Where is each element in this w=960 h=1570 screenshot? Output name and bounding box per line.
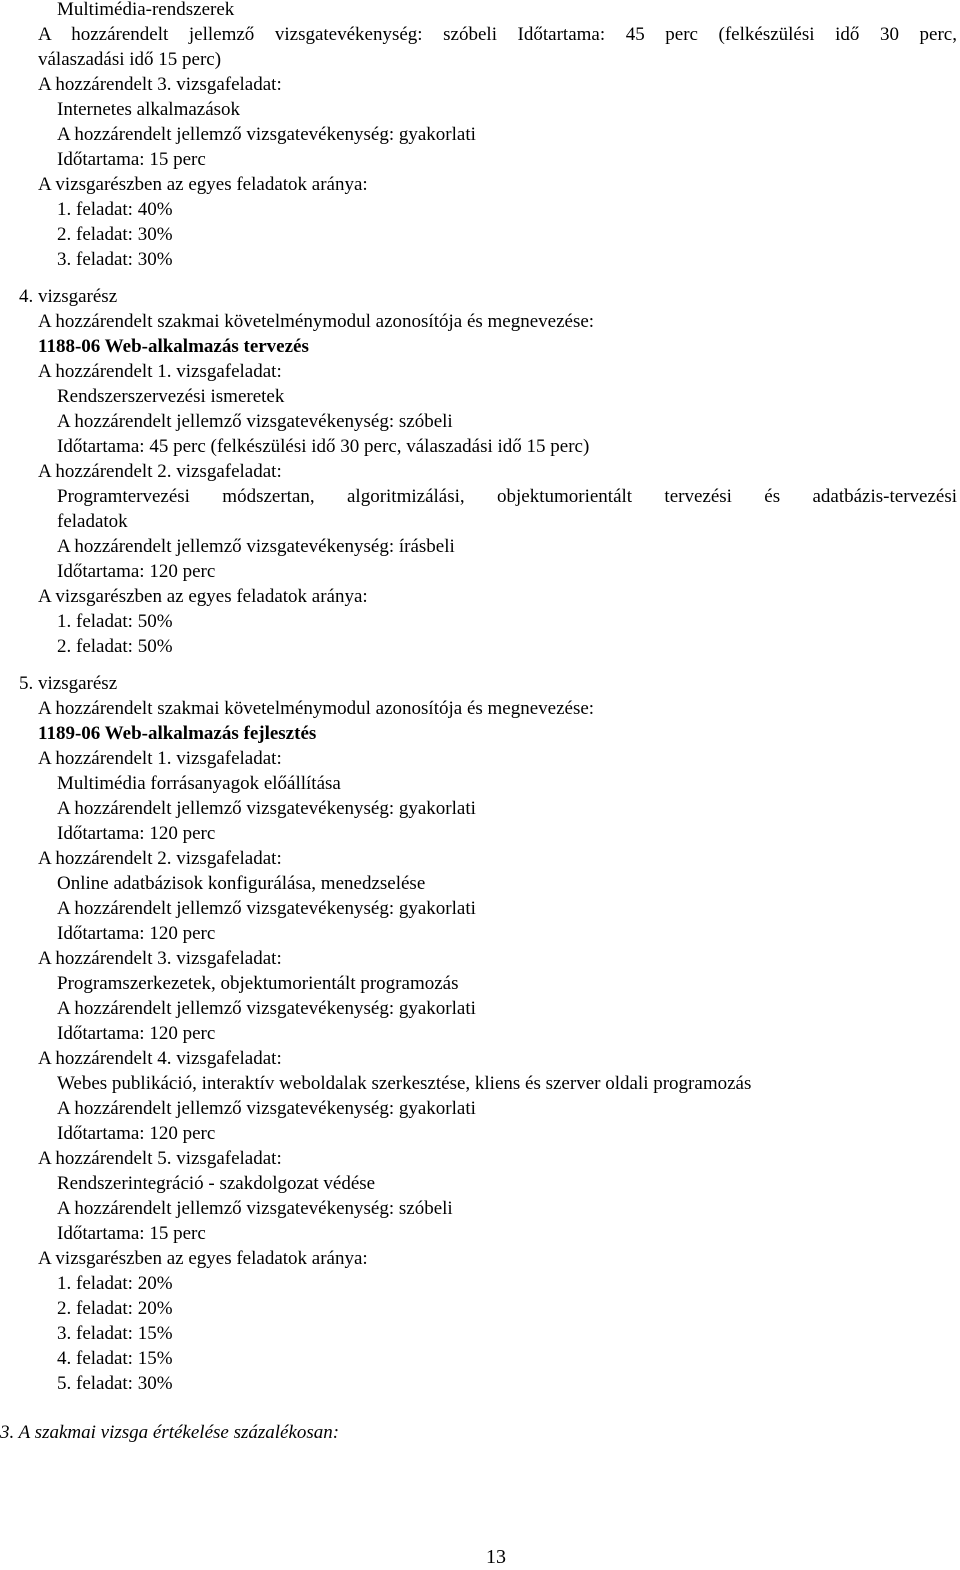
- exam-activity-line-cont: válaszadási idő 15 perc): [38, 49, 222, 70]
- task-activity: A hozzárendelt jellemző vizsgatevékenység: gyakorlati: [57, 798, 476, 819]
- ratio-item: 2. feladat: 50%: [57, 636, 173, 657]
- ratio-item: 2. feladat: 20%: [57, 1298, 173, 1319]
- task-duration: Időtartama: 45 perc (felkészülési idő 30 perc, válaszadási idő 15 perc): [57, 436, 590, 457]
- ratio-item: 1. feladat: 40%: [57, 199, 173, 220]
- task-heading: A hozzárendelt 3. vizsgafeladat:: [38, 74, 282, 95]
- ratio-item: 1. feladat: 50%: [57, 611, 173, 632]
- task-name: Online adatbázisok konfigurálása, menedzselése: [57, 873, 426, 894]
- task-name: Programszerkezetek, objektumorientált programozás: [57, 973, 459, 994]
- ratio-item: 1. feladat: 20%: [57, 1273, 173, 1294]
- task-activity: A hozzárendelt jellemző vizsgatevékenység: írásbeli: [57, 536, 455, 557]
- task-activity: A hozzárendelt jellemző vizsgatevékenység: gyakorlati: [57, 124, 476, 145]
- ratio-item: 3. feladat: 30%: [57, 249, 173, 270]
- task-duration: Időtartama: 15 perc: [57, 149, 206, 170]
- exam-activity-line: A hozzárendelt jellemző vizsgatevékenység: szóbeli Időtartama: 45 perc (felkészülési idő 30 perc,: [38, 24, 957, 45]
- task-heading: A hozzárendelt 2. vizsgafeladat:: [38, 461, 282, 482]
- module-label: A hozzárendelt szakmai követelménymodul azonosítója és megnevezése:: [38, 311, 595, 332]
- task-name: Multimédia forrásanyagok előállítása: [57, 773, 341, 794]
- task-activity: A hozzárendelt jellemző vizsgatevékenység: szóbeli: [57, 411, 453, 432]
- task-activity: A hozzárendelt jellemző vizsgatevékenység: gyakorlati: [57, 1098, 476, 1119]
- ratio-item: 2. feladat: 30%: [57, 224, 173, 245]
- module-name: 1189-06 Web-alkalmazás fejlesztés: [38, 723, 317, 744]
- section-heading: 3. A szakmai vizsga értékelése százalékosan:: [0, 1422, 340, 1443]
- task-activity: A hozzárendelt jellemző vizsgatevékenység: szóbeli: [57, 1198, 453, 1219]
- part-heading: 5. vizsgarész: [19, 673, 118, 694]
- part-heading: 4. vizsgarész: [19, 286, 118, 307]
- task-name: Internetes alkalmazások: [57, 99, 241, 120]
- module-name: 1188-06 Web-alkalmazás tervezés: [38, 336, 309, 357]
- task-duration: Időtartama: 120 perc: [57, 1023, 216, 1044]
- page-number: 13: [486, 1546, 506, 1568]
- task-heading: A hozzárendelt 1. vizsgafeladat:: [38, 748, 282, 769]
- task-duration: Időtartama: 15 perc: [57, 1223, 206, 1244]
- task-name: Webes publikáció, interaktív weboldalak szerkesztése, kliens és szerver oldali programozás: [57, 1073, 752, 1094]
- task-heading: A hozzárendelt 5. vizsgafeladat:: [38, 1148, 282, 1169]
- task-heading: A hozzárendelt 3. vizsgafeladat:: [38, 948, 282, 969]
- ratio-label: A vizsgarészben az egyes feladatok aránya:: [38, 586, 368, 607]
- task-activity: A hozzárendelt jellemző vizsgatevékenység: gyakorlati: [57, 998, 476, 1019]
- task-activity: A hozzárendelt jellemző vizsgatevékenység: gyakorlati: [57, 898, 476, 919]
- task-name-cont: feladatok: [57, 511, 128, 532]
- ratio-label: A vizsgarészben az egyes feladatok aránya:: [38, 174, 368, 195]
- task-name: Rendszerintegráció - szakdolgozat védése: [57, 1173, 376, 1194]
- ratio-item: 3. feladat: 15%: [57, 1323, 173, 1344]
- ratio-item: 4. feladat: 15%: [57, 1348, 173, 1369]
- task-duration: Időtartama: 120 perc: [57, 923, 216, 944]
- task-duration: Időtartama: 120 perc: [57, 561, 216, 582]
- task-name: Programtervezési módszertan, algoritmizálási, objektumorientált tervezési és adatbázis-tervezési: [57, 486, 957, 507]
- module-label: A hozzárendelt szakmai követelménymodul azonosítója és megnevezése:: [38, 698, 595, 719]
- task-duration: Időtartama: 120 perc: [57, 1123, 216, 1144]
- task-heading: A hozzárendelt 2. vizsgafeladat:: [38, 848, 282, 869]
- ratio-label: A vizsgarészben az egyes feladatok aránya:: [38, 1248, 368, 1269]
- task-heading: A hozzárendelt 4. vizsgafeladat:: [38, 1048, 282, 1069]
- task-name: Rendszerszervezési ismeretek: [57, 386, 285, 407]
- task-heading: A hozzárendelt 1. vizsgafeladat:: [38, 361, 282, 382]
- task-duration: Időtartama: 120 perc: [57, 823, 216, 844]
- task-name: Multimédia-rendszerek: [57, 0, 235, 20]
- ratio-item: 5. feladat: 30%: [57, 1373, 173, 1394]
